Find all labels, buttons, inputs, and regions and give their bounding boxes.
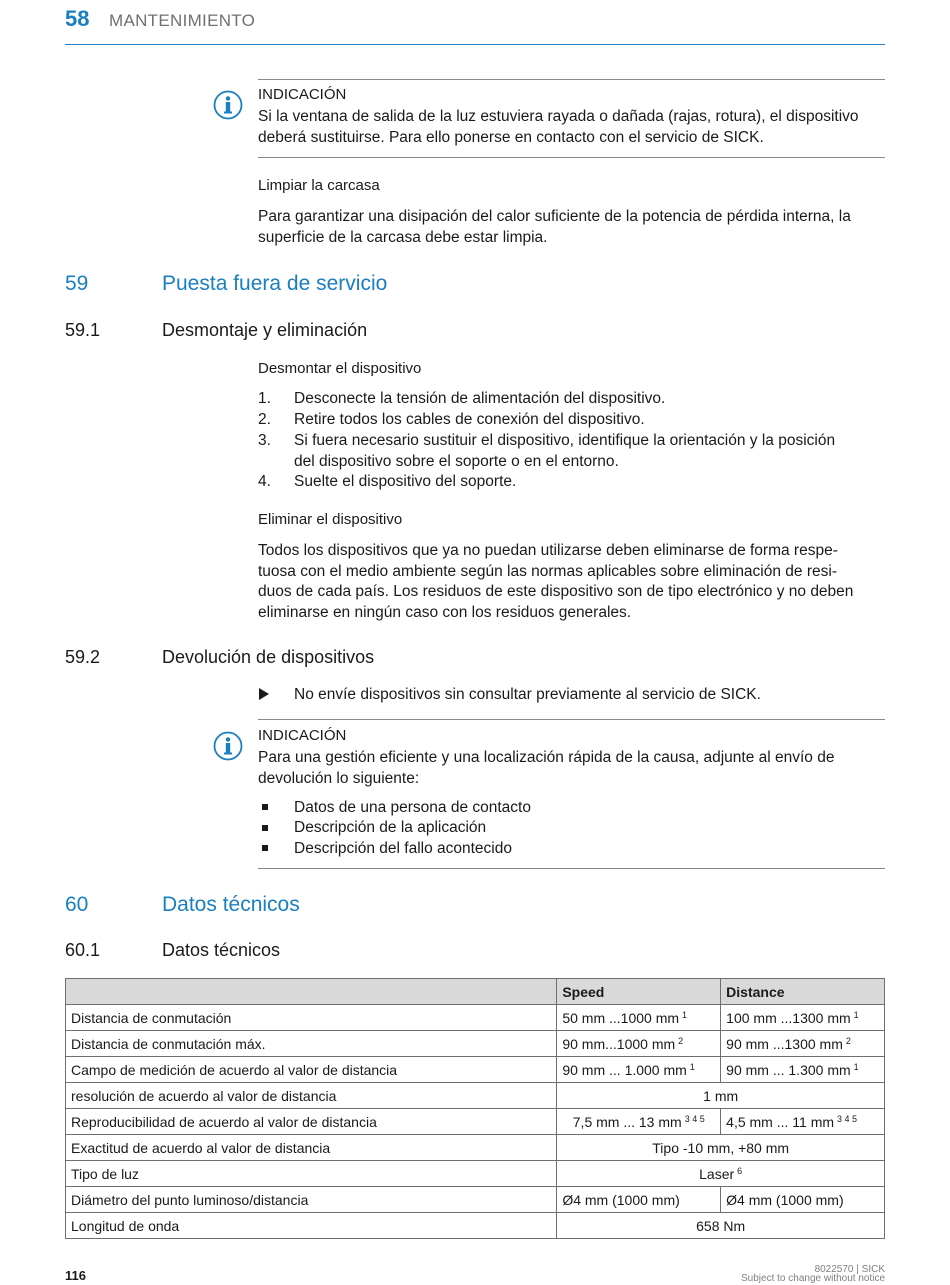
bullet-text: Datos de una persona de contacto bbox=[294, 799, 531, 816]
row-label: Tipo de luz bbox=[66, 1161, 557, 1187]
subheading: Desmontar el dispositivo bbox=[258, 360, 422, 377]
note-title: INDICACIÓN bbox=[258, 727, 347, 744]
table-row bbox=[66, 1083, 885, 1109]
row-label: Campo de medición de acuerdo al valor de distancia bbox=[66, 1057, 557, 1083]
footnote-ref: 1 bbox=[853, 1009, 859, 1020]
instruction-text: No envíe dispositivos sin consultar previamente al servicio de SICK. bbox=[294, 686, 761, 703]
paragraph-line: superficie de la carcasa debe estar limpia. bbox=[258, 229, 548, 246]
step-number: 3. bbox=[258, 432, 271, 449]
subsection-number: 60.1 bbox=[65, 940, 101, 960]
subsection-number: 59.1 bbox=[65, 320, 101, 340]
row-label: Distancia de conmutación bbox=[66, 1005, 557, 1031]
merged-cell: 658 Nm bbox=[557, 1213, 885, 1239]
merged-cell: 1 mm bbox=[557, 1083, 885, 1109]
table-header-row bbox=[66, 979, 885, 1005]
footnote-ref: 1 bbox=[853, 1061, 859, 1072]
distance-cell bbox=[721, 1031, 885, 1057]
cell-value: 50 mm ...1000 mm bbox=[562, 1009, 680, 1026]
paragraph-line: eliminarse en ningún caso con los residuos generales. bbox=[258, 604, 632, 621]
footnote-ref: 1 bbox=[682, 1009, 688, 1020]
paragraph-line: Para garantizar una disipación del calor suficiente de la potencia de pérdida interna, la bbox=[258, 208, 851, 225]
speed-cell bbox=[557, 1109, 721, 1135]
subheading: Limpiar la carcasa bbox=[258, 177, 380, 194]
cell-value: 7,5 mm ... 13 mm bbox=[572, 1113, 682, 1130]
paragraph-line: Todos los dispositivos que ya no puedan utilizarse deben eliminarse de forma respe- bbox=[258, 542, 838, 559]
bullet-icon bbox=[262, 825, 268, 831]
bullet-text: Descripción del fallo acontecido bbox=[294, 840, 512, 857]
paragraph-line: tuosa con el medio ambiente según las normas aplicables sobre eliminación de resi- bbox=[258, 563, 837, 580]
footnote-ref: 3 4 5 bbox=[684, 1113, 705, 1124]
step-text: del dispositivo sobre el soporte o en el entorno. bbox=[294, 453, 619, 470]
note-title: INDICACIÓN bbox=[258, 86, 347, 103]
speed-cell bbox=[557, 1057, 721, 1083]
row-label: Longitud de onda bbox=[66, 1213, 557, 1239]
speed-cell: Ø4 mm (1000 mm) bbox=[557, 1187, 721, 1213]
note-bottom-rule bbox=[258, 868, 885, 869]
cell-value: Laser bbox=[699, 1165, 735, 1182]
distance-cell: Ø4 mm (1000 mm) bbox=[721, 1187, 885, 1213]
chapter-title: MANTENIMIENTO bbox=[109, 11, 256, 30]
cell-value: 4,5 mm ... 11 mm bbox=[726, 1113, 835, 1130]
bullet-icon bbox=[262, 845, 268, 851]
row-label: resolución de acuerdo al valor de distancia bbox=[66, 1083, 557, 1109]
subsection-number: 59.2 bbox=[65, 647, 101, 667]
tech-data-table bbox=[65, 978, 885, 1239]
merged-cell: Tipo -10 mm, +80 mm bbox=[557, 1135, 885, 1161]
doc-reference: 8022570 | SICK bbox=[814, 1264, 885, 1275]
bullet-text: Descripción de la aplicación bbox=[294, 819, 487, 836]
row-label: Exactitud de acuerdo al valor de distancia bbox=[66, 1135, 557, 1161]
row-label: Diámetro del punto luminoso/distancia bbox=[66, 1187, 557, 1213]
note-text-line: devolución lo siguiente: bbox=[258, 770, 420, 787]
footnote-ref: 1 bbox=[689, 1061, 695, 1072]
chapter-number: 58 bbox=[65, 6, 90, 31]
cell-value: 90 mm ... 1.000 mm bbox=[562, 1061, 687, 1078]
step-number: 1. bbox=[258, 390, 271, 407]
step-number: 2. bbox=[258, 411, 271, 428]
paragraph-line: duos de cada país. Los residuos de este dispositivo son de tipo electrónico y no deben bbox=[258, 583, 854, 600]
step-text: Desconecte la tensión de alimentación del dispositivo. bbox=[294, 390, 666, 407]
footnote-ref: 2 bbox=[845, 1035, 851, 1046]
note-top-rule bbox=[258, 79, 885, 80]
step-text: Si fuera necesario sustituir el dispositivo, identifique la orientación y la posición bbox=[294, 432, 836, 449]
subsection-title: Desmontaje y eliminación bbox=[162, 320, 368, 340]
step-number: 4. bbox=[258, 473, 271, 490]
table-row bbox=[66, 1135, 885, 1161]
step-text: Retire todos los cables de conexión del dispositivo. bbox=[294, 411, 645, 428]
table-header-cell: Distance bbox=[721, 979, 885, 1005]
info-icon bbox=[213, 731, 243, 761]
table-header-cell bbox=[66, 979, 557, 1005]
subsection-title: Devolución de dispositivos bbox=[162, 647, 375, 667]
footnote-ref: 6 bbox=[737, 1165, 743, 1176]
distance-cell bbox=[721, 1005, 885, 1031]
footnote-ref: 2 bbox=[678, 1035, 684, 1046]
row-label: Reproducibilidad de acuerdo al valor de distancia bbox=[66, 1109, 557, 1135]
step-text: Suelte el dispositivo del soporte. bbox=[294, 473, 517, 490]
table-row bbox=[66, 1213, 885, 1239]
distance-cell bbox=[721, 1109, 885, 1135]
table-header-cell: Speed bbox=[557, 979, 721, 1005]
note-top-rule bbox=[258, 719, 885, 720]
table-row bbox=[66, 1031, 885, 1057]
change-notice: Subject to change without notice bbox=[741, 1273, 885, 1284]
arrow-right-icon bbox=[259, 688, 269, 700]
section-number: 60 bbox=[65, 893, 89, 916]
speed-cell bbox=[557, 1031, 721, 1057]
table-row bbox=[66, 1109, 885, 1135]
merged-cell bbox=[557, 1161, 885, 1187]
table-row bbox=[66, 1005, 885, 1031]
note-text-line: Si la ventana de salida de la luz estuviera rayada o dañada (rajas, rotura), el dispositivo bbox=[258, 108, 859, 125]
section-title: Datos técnicos bbox=[162, 893, 300, 916]
page-number: 116 bbox=[65, 1268, 86, 1283]
footnote-ref: 3 4 5 bbox=[837, 1113, 858, 1124]
bullet-icon bbox=[262, 804, 268, 810]
cell-value: 90 mm...1000 mm bbox=[562, 1035, 676, 1052]
note-text-line: Para una gestión eficiente y una localización rápida de la causa, adjunte al envío de bbox=[258, 749, 835, 766]
header-divider bbox=[65, 44, 885, 45]
row-label: Distancia de conmutación máx. bbox=[66, 1031, 557, 1057]
section-title: Puesta fuera de servicio bbox=[162, 272, 388, 295]
note-text-line: deberá sustituirse. Para ello ponerse en contacto con el servicio de SICK. bbox=[258, 129, 764, 146]
table-row bbox=[66, 1187, 885, 1213]
cell-value: 90 mm ... 1.300 mm bbox=[726, 1061, 851, 1078]
subsection-title: Datos técnicos bbox=[162, 940, 281, 960]
info-icon bbox=[213, 90, 243, 120]
table-row bbox=[66, 1057, 885, 1083]
cell-value: 100 mm ...1300 mm bbox=[726, 1009, 851, 1026]
table-row bbox=[66, 1161, 885, 1187]
speed-cell bbox=[557, 1005, 721, 1031]
distance-cell bbox=[721, 1057, 885, 1083]
section-number: 59 bbox=[65, 272, 89, 295]
subheading: Eliminar el dispositivo bbox=[258, 511, 403, 528]
cell-value: 90 mm ...1300 mm bbox=[726, 1035, 843, 1052]
note-bottom-rule bbox=[258, 157, 885, 158]
